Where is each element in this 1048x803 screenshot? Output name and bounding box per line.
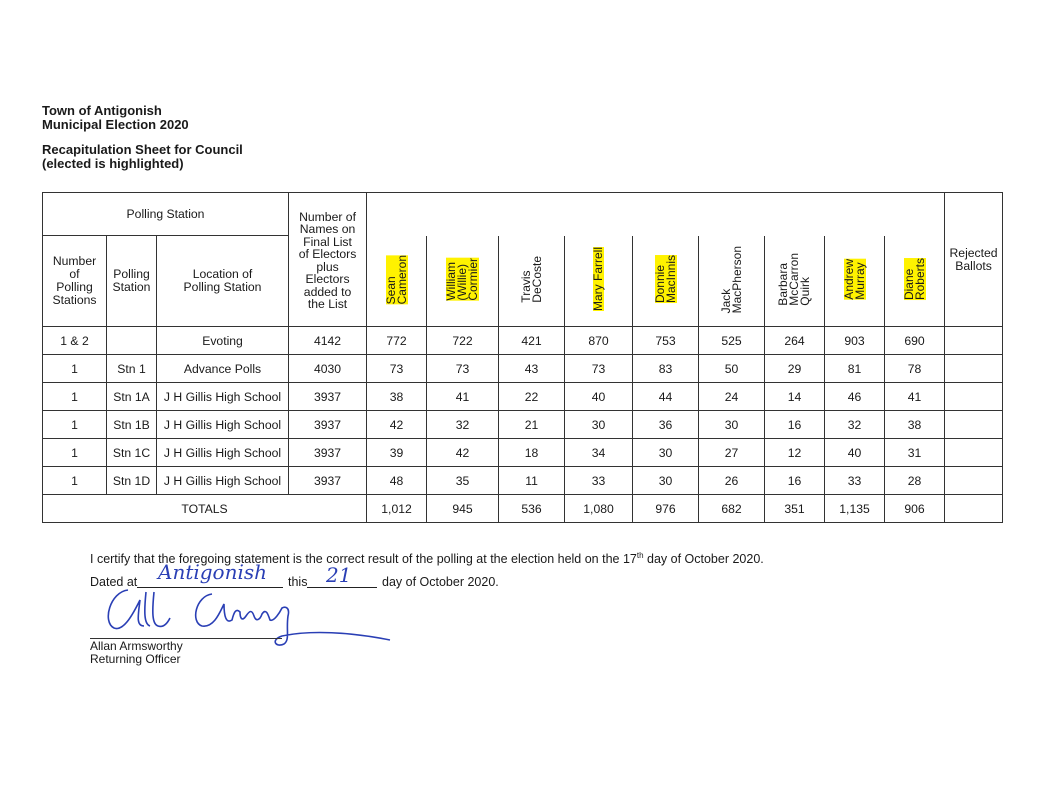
vote-cell: 30	[699, 411, 765, 439]
names-header-top: Number of Names on	[299, 209, 356, 236]
candidates-band	[367, 193, 945, 236]
station-count-cell: 1	[43, 383, 107, 411]
vote-cell: 42	[367, 411, 427, 439]
vote-cell: 78	[885, 355, 945, 383]
recapitulation-table	[42, 192, 1003, 523]
candidate-name: William (Willie) Cormier	[444, 257, 481, 301]
rejected-cell	[945, 439, 1003, 467]
vote-cell: 525	[699, 327, 765, 355]
total-cell: 1,080	[565, 495, 633, 523]
electors-count-cell: 3937	[289, 439, 367, 467]
candidate-header	[765, 236, 825, 327]
vote-cell: 33	[825, 467, 885, 495]
vote-cell: 722	[427, 327, 499, 355]
vote-cell: 34	[565, 439, 633, 467]
vote-cell: 753	[633, 327, 699, 355]
election-title: Municipal Election 2020	[42, 117, 189, 132]
vote-cell: 12	[765, 439, 825, 467]
location-cell: J H Gillis High School	[157, 411, 289, 439]
candidate-header	[499, 236, 565, 327]
vote-cell: 38	[885, 411, 945, 439]
vote-cell: 772	[367, 327, 427, 355]
vote-cell: 41	[885, 383, 945, 411]
candidate-name: Jack MacPherson	[718, 245, 744, 313]
officer-title: Returning Officer	[90, 652, 181, 666]
vote-cell: 27	[699, 439, 765, 467]
rejected-cell	[945, 467, 1003, 495]
polling-station-title: Polling Station	[43, 193, 289, 236]
vote-cell: 16	[765, 411, 825, 439]
vote-cell: 43	[499, 355, 565, 383]
sheet-header	[42, 143, 243, 171]
vote-cell: 83	[633, 355, 699, 383]
station-count-cell: 1	[43, 439, 107, 467]
total-cell: 682	[699, 495, 765, 523]
location-header: Location of Polling Station	[157, 236, 289, 327]
table-row	[43, 411, 1003, 439]
vote-cell: 11	[499, 467, 565, 495]
vote-cell: 690	[885, 327, 945, 355]
candidate-name: Mary Farrell	[591, 247, 606, 312]
rejected-cell	[945, 411, 1003, 439]
vote-cell: 39	[367, 439, 427, 467]
vote-cell: 50	[699, 355, 765, 383]
dated-at-label: Dated at	[90, 575, 138, 589]
sheet-title: Recapitulation Sheet for Council	[42, 142, 243, 157]
candidate-name: Andrew Murray	[841, 258, 867, 300]
station-id-cell: Stn 1C	[107, 439, 157, 467]
electors-count-cell: 3937	[289, 467, 367, 495]
rejected-ballots-header: Rejected Ballots	[945, 193, 1003, 327]
vote-cell: 33	[565, 467, 633, 495]
document-header	[42, 104, 189, 132]
station-count-cell: 1 & 2	[43, 327, 107, 355]
vote-cell: 44	[633, 383, 699, 411]
vote-cell: 48	[367, 467, 427, 495]
vote-cell: 73	[367, 355, 427, 383]
vote-cell: 73	[565, 355, 633, 383]
electors-count-cell: 3937	[289, 383, 367, 411]
station-count-cell: 1	[43, 355, 107, 383]
vote-cell: 26	[699, 467, 765, 495]
station-count-cell: 1	[43, 411, 107, 439]
station-id-cell: Stn 1	[107, 355, 157, 383]
day-suffix: day of October 2020.	[382, 575, 499, 589]
electors-count-cell: 3937	[289, 411, 367, 439]
candidate-header	[367, 236, 427, 327]
vote-cell: 40	[565, 383, 633, 411]
location-cell: Advance Polls	[157, 355, 289, 383]
names-on-list-header	[289, 193, 367, 327]
vote-cell: 30	[633, 439, 699, 467]
candidate-name: Donnie MacInnis	[652, 255, 678, 304]
candidate-header	[565, 236, 633, 327]
total-cell: 536	[499, 495, 565, 523]
total-cell: 906	[885, 495, 945, 523]
candidate-header	[825, 236, 885, 327]
vote-cell: 28	[885, 467, 945, 495]
vote-cell: 16	[765, 467, 825, 495]
vote-cell: 21	[499, 411, 565, 439]
candidate-header	[885, 236, 945, 327]
rejected-cell	[945, 327, 1003, 355]
candidate-header	[633, 236, 699, 327]
station-id-cell	[107, 327, 157, 355]
vote-cell: 29	[765, 355, 825, 383]
location-cell: J H Gillis High School	[157, 383, 289, 411]
total-cell: 945	[427, 495, 499, 523]
total-cell: 1,012	[367, 495, 427, 523]
number-of-stations-header: Number of Polling Stations	[43, 236, 107, 327]
vote-cell: 870	[565, 327, 633, 355]
station-count-cell: 1	[43, 467, 107, 495]
location-cell: Evoting	[157, 327, 289, 355]
vote-cell: 18	[499, 439, 565, 467]
candidate-name: Barbara McCarron Quirk	[776, 252, 813, 306]
vote-cell: 22	[499, 383, 565, 411]
totals-label: TOTALS	[43, 495, 367, 523]
place-handwritten: Antigonish	[158, 560, 268, 584]
vote-cell: 42	[427, 439, 499, 467]
candidate-name: Sean Cameron	[383, 254, 409, 304]
station-id-cell: Stn 1B	[107, 411, 157, 439]
vote-cell: 30	[633, 467, 699, 495]
names-header-rest: Final List of Electors plus Electors added to the List	[298, 234, 357, 311]
location-cell: J H Gillis High School	[157, 467, 289, 495]
cert-text-end: day of October 2020.	[643, 552, 764, 567]
candidate-name: Travis DeCoste	[518, 255, 544, 303]
vote-cell: 38	[367, 383, 427, 411]
vote-cell: 36	[633, 411, 699, 439]
vote-cell: 40	[825, 439, 885, 467]
vote-cell: 46	[825, 383, 885, 411]
cert-text-sup: th	[636, 551, 644, 560]
total-cell: 1,135	[825, 495, 885, 523]
candidate-name: Diane Roberts	[901, 258, 927, 301]
officer-name: Allan Armsworthy	[90, 639, 183, 653]
this-label: this	[288, 575, 308, 589]
totals-row	[43, 495, 1003, 523]
vote-cell: 41	[427, 383, 499, 411]
vote-cell: 903	[825, 327, 885, 355]
total-rejected-cell	[945, 495, 1003, 523]
vote-cell: 32	[427, 411, 499, 439]
sheet-subtitle: (elected is highlighted)	[42, 156, 184, 171]
vote-cell: 31	[885, 439, 945, 467]
returning-officer-block	[90, 640, 183, 666]
vote-cell: 30	[565, 411, 633, 439]
candidate-header	[427, 236, 499, 327]
station-id-cell: Stn 1A	[107, 383, 157, 411]
vote-cell: 35	[427, 467, 499, 495]
station-id-cell: Stn 1D	[107, 467, 157, 495]
total-cell: 351	[765, 495, 825, 523]
table-row	[43, 355, 1003, 383]
vote-cell: 421	[499, 327, 565, 355]
polling-station-header: Polling Station	[107, 236, 157, 327]
location-cell: J H Gillis High School	[157, 439, 289, 467]
table-row	[43, 467, 1003, 495]
vote-cell: 264	[765, 327, 825, 355]
table-row	[43, 327, 1003, 355]
town-title: Town of Antigonish	[42, 103, 162, 118]
table-row	[43, 439, 1003, 467]
vote-cell: 24	[699, 383, 765, 411]
candidate-header	[699, 236, 765, 327]
day-handwritten: 21	[326, 563, 352, 587]
electors-count-cell: 4142	[289, 327, 367, 355]
vote-cell: 32	[825, 411, 885, 439]
cert-text: I certify that the foregoing statement is the correct result of the polling at the election held on the 17	[90, 552, 637, 567]
table-row	[43, 383, 1003, 411]
vote-cell: 73	[427, 355, 499, 383]
rejected-cell	[945, 355, 1003, 383]
rejected-cell	[945, 383, 1003, 411]
vote-cell: 14	[765, 383, 825, 411]
electors-count-cell: 4030	[289, 355, 367, 383]
vote-cell: 81	[825, 355, 885, 383]
total-cell: 976	[633, 495, 699, 523]
